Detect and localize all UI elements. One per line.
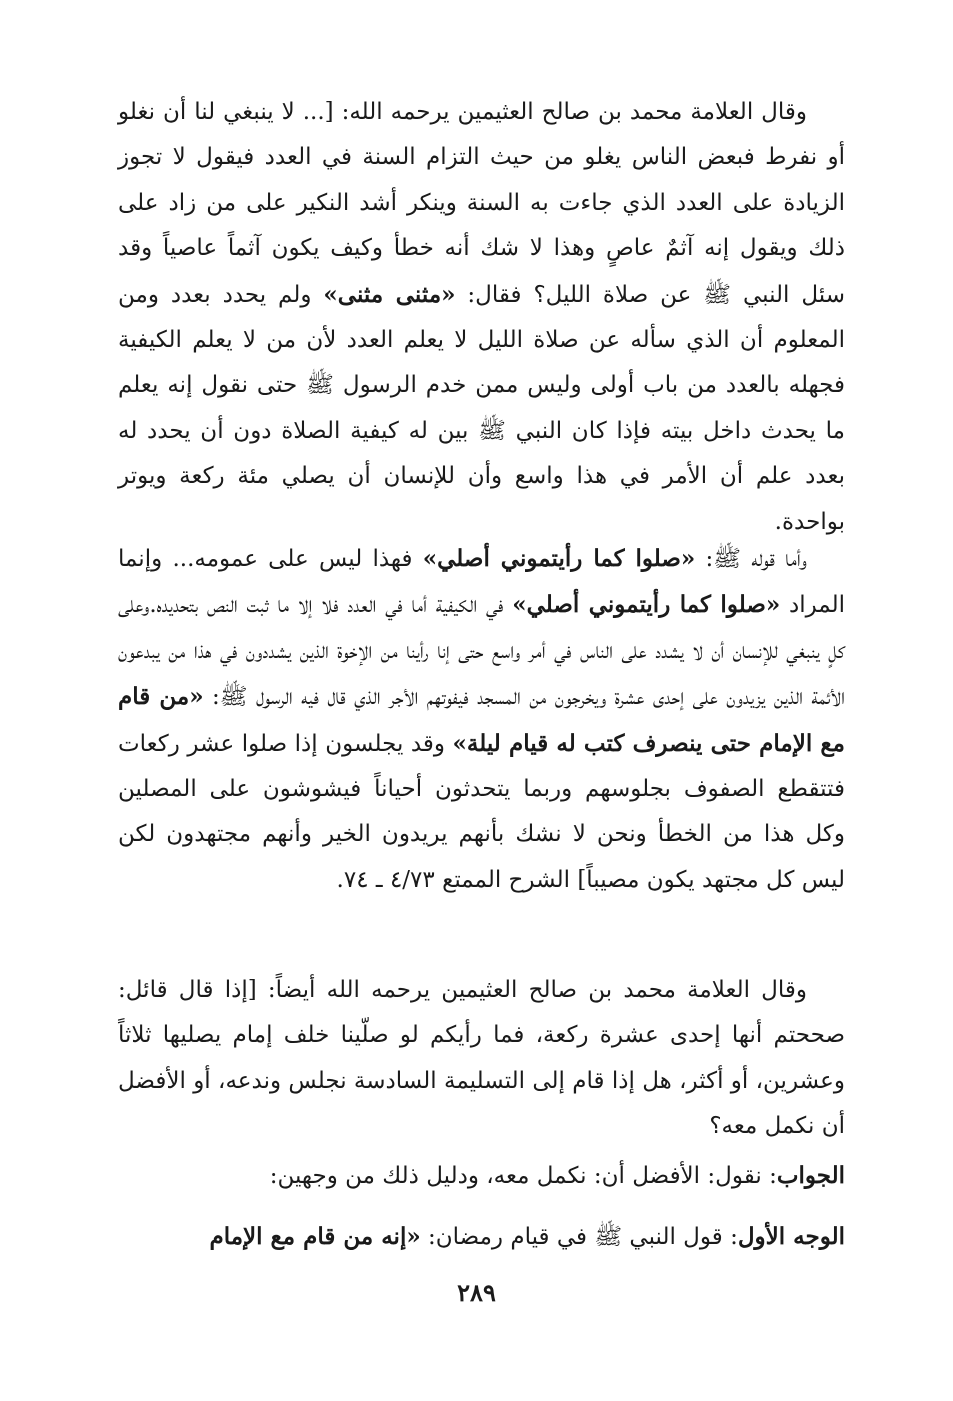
bold-quote-text: «صلوا كما رأيتموني أصلي» — [422, 545, 696, 572]
bold-quote-text: «مثنى مثنى» — [323, 280, 456, 308]
paragraph-2-text — [118, 536, 845, 903]
page-number: ٢٨٩ — [457, 1278, 496, 1307]
bold-quote-text: الوجه الأول — [737, 1223, 845, 1250]
bold-quote-text: «صلوا كما رأيتموني أصلي» — [512, 591, 781, 619]
body-text: وأما قوله ﷺ: — [695, 546, 807, 572]
bold-quote-text: «إنه من قام مع الإمام — [209, 1223, 421, 1250]
bold-quote-text: الجواب — [776, 1162, 845, 1189]
body-text: وقال العلامة محمد بن صالح العثيمين يرحمه الله: [... لا ينبغي لنا أن نغلو أو نفرط فبعض الناس يغلو من حيث التزام السنة في العدد فيقول لا تجوز الزيادة على العدد الذي جاءت به السنة وينكر أشد النكير على من زاد على ذلك ويقول إنه آثمٌ عاصٍ وهذا لا شك أنه خطأ وكيف يكون آثماً عاصياً وقد سئل النبي ﷺ عن صلاة الليل؟ فقال: — [118, 99, 845, 308]
body-text: : نقول: الأفضل أن: نكمل معه، ودليل ذلك من وجهين: — [269, 1163, 777, 1189]
body-text: فهذا ليس على عمومه... وإنما المراد — [118, 546, 845, 619]
paragraph-2 — [118, 536, 845, 903]
paragraph-4-text — [118, 1153, 845, 1199]
body-text: في الكيفية أما في العدد فلا إلا ما ثبت النص بتحديده.وعلى كلٍ ينبغي للإنسان أن لا يشدد على الناس في أمر واسع حتى إنا رأينا من الإخوة الذين يشددون في هذا من يبدعون الأئمة الذين يزيدون على إحدى عشرة ويخرجون من المسجد فيفوتهم الأجر الذي قال فيه الرسول ﷺ: — [118, 592, 845, 711]
body-text: وقد يجلسون إذا صلوا عشر ركعات فتتقطع الصفوف بجلوسهم وربما يتحدثون أحياناً فيشوشون على المصلين وكل هذا من الخطأ ونحن لا نشك بأنهم يريدون الخير وأنهم مجتهدون لكن ليس كل مجتهد يكون مصيباً] الشرح الممتع ٤/٧٣ ـ ٧٤. — [118, 730, 845, 893]
paragraph-5 — [118, 1214, 845, 1260]
paragraph-1 — [118, 90, 845, 545]
body-text: ولم يحدد بعدد ومن المعلوم أن الذي سأله عن صلاة الليل لا يعلم العدد لأن من لا يعلم الكيفية فجهله بالعدد من باب أولى وليس ممن خدم الرسول ﷺ حتى نقول إنه يعلم ما يحدث داخل بيته فإذا كان النبي ﷺ بين له كيفية الصلاة دون أن يحدد له بعدد علم أن الأمر في هذا واسع وأن للإنسان أن يصلي مئة ركعة ويوتر بواحدة. — [118, 281, 845, 535]
paragraph-3 — [118, 968, 845, 1150]
body-text: وقال العلامة محمد بن صالح العثيمين يرحمه الله أيضاً: [إذا قال قائل: صححتم أنها إحدى عشرة ركعة، فما رأيكم لو صلّينا خلف إمام يصليها ثلاثاً وعشرين، أو أكثر، هل إذا قام إلى التسليمة السادسة نجلس وندعه، أو الأفضل أن نكمل معه؟ — [118, 977, 845, 1140]
paragraph-3-text — [118, 968, 845, 1150]
paragraph-5-text — [118, 1214, 845, 1260]
body-text: : قول النبي ﷺ في قيام رمضان: — [420, 1224, 738, 1250]
paragraph-4 — [118, 1153, 845, 1199]
bold-quote-text: «من قام مع الإمام حتى ينصرف كتب له قيام ليلة» — [118, 683, 845, 757]
paragraph-1-text — [118, 90, 845, 545]
